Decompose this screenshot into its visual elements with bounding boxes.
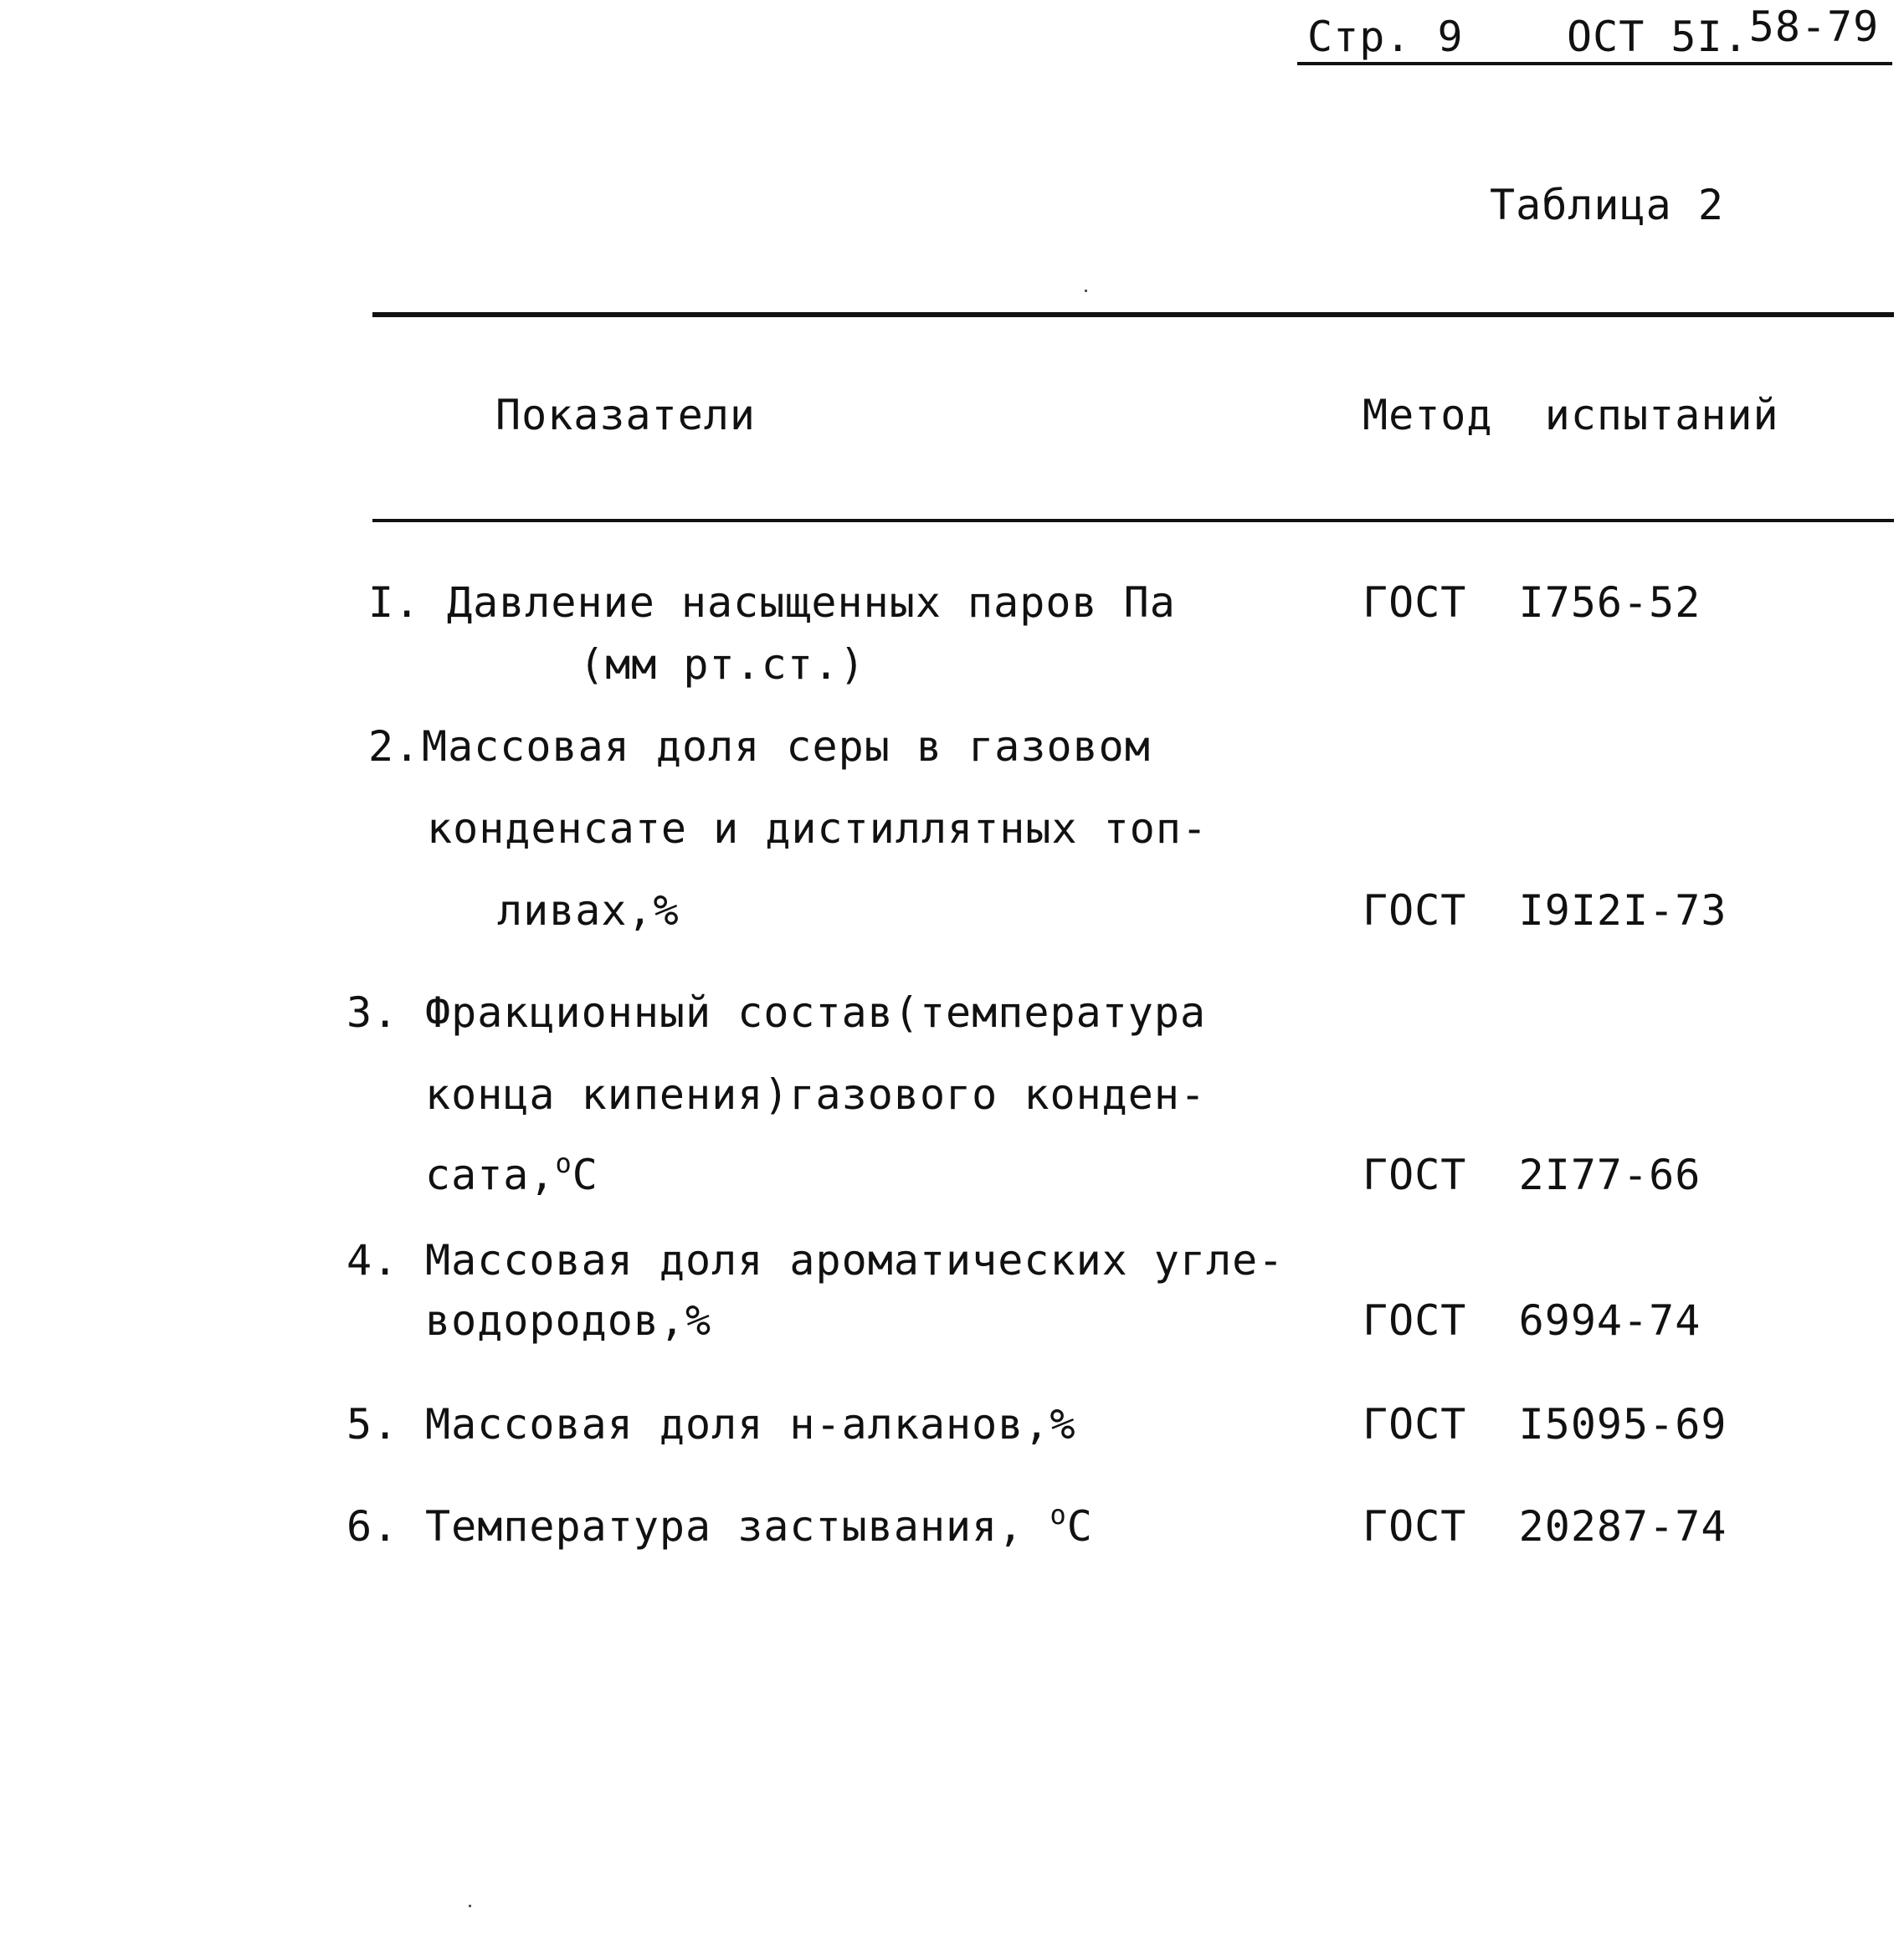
row-text-line: ливах,% [497,886,680,935]
column-header-method: Метод испытаний [1363,391,1779,439]
row-text-line: Давление насыщенных паров Па [447,578,1176,627]
table-header-rule [372,519,1894,522]
unit-celsius: C [572,1151,598,1199]
row-number: 2. [368,722,421,771]
column-header-indicators: Показатели [495,391,757,439]
row-method: ГОСТ I756-52 [1363,578,1701,627]
row-text-line: конденсате и дистиллятных топ- [427,804,1209,853]
standard-designation [1567,3,1880,62]
scan-speck [469,1905,471,1907]
table-top-rule [372,312,1894,317]
degree-sign: o [555,1147,572,1179]
unit-celsius: C [1066,1502,1093,1551]
row-number: 6. [346,1502,399,1551]
row-method: ГОСТ I9I2I-73 [1363,886,1727,935]
scan-speck [1085,290,1087,292]
row-number: I. [368,578,421,627]
degree-sign: o [1050,1499,1067,1531]
table-caption: Таблица 2 [1490,181,1724,229]
row-method: ГОСТ 20287-74 [1363,1502,1727,1551]
row-method: ГОСТ 2I77-66 [1363,1151,1701,1199]
row-text-line: конца кипения)газового конден- [425,1070,1207,1119]
row-text-line: Фракционный состав(температура [425,988,1207,1037]
row-text-line: сата,$^o$C [425,1147,598,1199]
row-number: 4. [346,1236,399,1285]
row-method: ГОСТ I5095-69 [1363,1400,1727,1449]
row-number: 5. [346,1400,399,1449]
row-text-line: Массовая доля ароматических угле- [425,1236,1285,1285]
row-text-line: Массовая доля серы в газовом [422,722,1151,771]
header-underline [1297,62,1892,65]
row-text-line: Массовая доля н-алканов,% [425,1400,1076,1449]
row-text-line: (мм рт.ст.) [579,640,866,689]
row-text-line: водородов,% [425,1296,712,1345]
page-number: Стр. 9 [1307,13,1464,61]
row-method: ГОСТ 6994-74 [1363,1296,1701,1345]
row-text-line: Температура застывания, $^o$C [425,1499,1093,1551]
standard-main: ОСТ 5I. [1567,13,1749,61]
row-number: 3. [346,988,399,1037]
standard-number: 58-79 [1748,3,1880,51]
